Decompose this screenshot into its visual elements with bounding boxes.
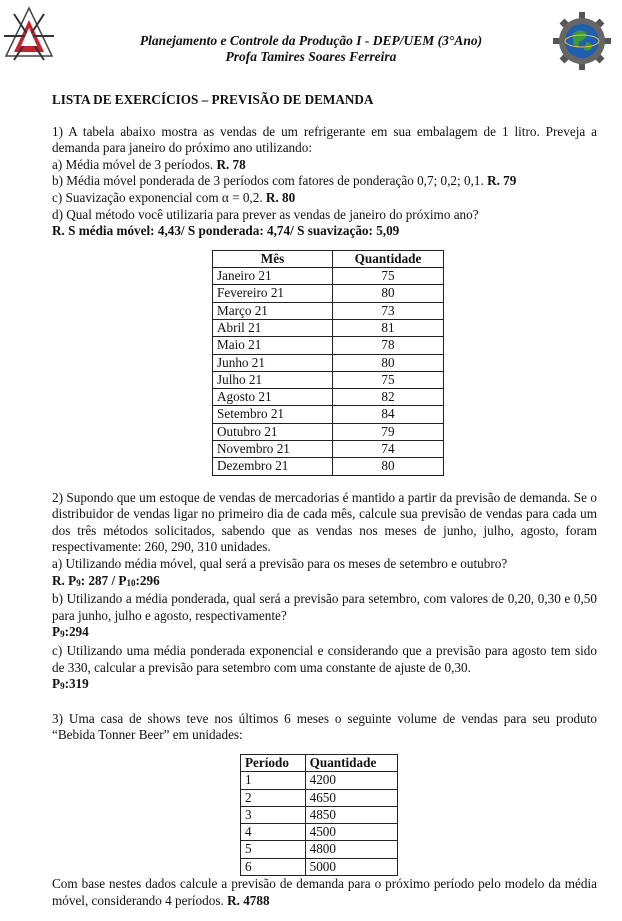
uem-logo-icon <box>4 6 54 62</box>
q2-answer-a-p: R. P <box>52 572 77 588</box>
q2-answer-c-sub: 9 <box>60 681 65 692</box>
table-cell-label: Setembro 21 <box>213 406 333 423</box>
table-row <box>241 772 398 789</box>
page-title: LISTA DE EXERCÍCIOS – PREVISÃO DE DEMANDA <box>52 92 374 107</box>
table-row <box>241 841 398 858</box>
q3-intro: 3) Uma casa de shows teve nos últimos 6 meses o seguinte volume de vendas para seu produto “Bebida Tonner Beer” em unidades: <box>52 710 597 743</box>
table-row <box>213 371 444 388</box>
table-cell-value: 80 <box>333 354 444 371</box>
column-header-quantity: Quantidade <box>305 754 397 771</box>
table-cell-value: 4500 <box>305 824 397 841</box>
document-body <box>52 92 597 909</box>
table-cell-value: 75 <box>333 268 444 285</box>
table-cell-value: 4650 <box>305 789 397 806</box>
table-row <box>213 302 444 319</box>
sales-table <box>212 250 444 476</box>
q2-answer-b <box>52 624 597 643</box>
q2-answer-a-v2: :296 <box>135 572 160 588</box>
table-cell-value: 79 <box>333 423 444 440</box>
q2-item-c: c) Utilizando uma média ponderada exponencial e considerando que a previsão para agosto tem sido de 330, calcular a previsão para setembro com uma constante de ajuste de 0,30. <box>52 642 597 675</box>
q2-answer-c-v: :319 <box>64 676 89 692</box>
table-row <box>213 337 444 354</box>
table-row <box>213 354 444 371</box>
professor-name: Profa Tamires Soares Ferreira <box>225 49 397 64</box>
table-cell-value: 73 <box>333 302 444 319</box>
q1-item-b <box>52 173 597 190</box>
course-title: Planejamento e Controle da Produção I - DEP/UEM (3°Ano) <box>139 33 483 48</box>
q2-answer-b-v: :294 <box>64 624 89 640</box>
q1-answer-a: R. 78 <box>216 156 246 172</box>
table-row <box>213 423 444 440</box>
table-row <box>213 406 444 423</box>
q1-item-c-text: c) Suavização exponencial com α = 0,2. <box>52 189 266 205</box>
table-cell-value: 4800 <box>305 841 397 858</box>
table-cell-value: 84 <box>333 406 444 423</box>
table-cell-label: Abril 21 <box>213 319 333 336</box>
q1-answer-d <box>52 223 597 240</box>
table-cell-label: 3 <box>241 806 306 823</box>
table-cell-label: Julho 21 <box>213 371 333 388</box>
q2-answer-a <box>52 573 597 592</box>
table-cell-label: 4 <box>241 824 306 841</box>
table-cell-value: 80 <box>333 458 444 475</box>
q2-answer-c <box>52 676 597 695</box>
table-cell-label: 6 <box>241 858 306 875</box>
table-cell-label: Janeiro 21 <box>213 268 333 285</box>
column-header-month: Mês <box>213 250 333 267</box>
q2-item-a: a) Utilizando média móvel, qual será a previsão para os meses de setembro e outubro? <box>52 555 508 571</box>
table-row <box>213 285 444 302</box>
q3-closing-text: Com base nestes dados calcule a previsão de demanda para o próximo período pelo modelo da média móvel, considerando 4 períodos. <box>52 876 597 908</box>
q2-answer-b-sub: 9 <box>60 629 65 640</box>
table-row <box>213 319 444 336</box>
q2-answer-a-v1: : 287 / P <box>80 572 127 588</box>
q1-answer-d-text: R. S média móvel: 4,43/ S ponderada: 4,74/ S suavização: 5,09 <box>52 223 400 239</box>
q1-answer-b: R. 79 <box>487 173 517 189</box>
table-cell-value: 82 <box>333 389 444 406</box>
table-cell-value: 78 <box>333 337 444 354</box>
q2-answer-b-p: P <box>52 624 61 640</box>
table-row <box>241 806 398 823</box>
q2-item-b: b) Utilizando a média ponderada, qual será a previsão para setembro, com valores de 0,20, 0,30 e 0,50 para junho, julho e agosto, respectivamente? <box>52 591 597 623</box>
table-cell-label: Dezembro 21 <box>213 458 333 475</box>
table-cell-value: 4200 <box>305 772 397 789</box>
header-text <box>70 33 552 65</box>
table-row <box>213 458 444 475</box>
q2-answer-c-p: P <box>52 676 61 692</box>
table-cell-label: 2 <box>241 789 306 806</box>
q1-item-a <box>52 157 597 174</box>
table-header-row <box>241 754 398 771</box>
q2-answer-a-sub1: 9 <box>76 577 81 588</box>
q1-answer-c: R. 80 <box>265 189 296 205</box>
table-cell-value: 5000 <box>305 858 397 875</box>
table-row <box>213 268 444 285</box>
page-header <box>0 0 622 75</box>
table-cell-label: 1 <box>241 772 306 789</box>
table-cell-value: 81 <box>333 319 444 336</box>
table-cell-value: 4850 <box>305 806 397 823</box>
shows-sales-table <box>240 754 398 876</box>
q1-item-d: d) Qual método você utilizaria para prever as vendas de janeiro do próximo ano? <box>52 206 479 222</box>
table-cell-label: Outubro 21 <box>213 423 333 440</box>
q3-closing <box>52 876 597 909</box>
table-cell-label: Março 21 <box>213 302 333 319</box>
q1-intro: 1) A tabela abaixo mostra as vendas de um refrigerante em sua embalagem de 1 litro. Preveja a demanda para janeiro do próximo ano utilizando: <box>52 123 597 156</box>
table-row <box>241 858 398 875</box>
table-cell-label: 5 <box>241 841 306 858</box>
q1-item-c <box>52 190 597 207</box>
dep-globe-gear-logo-icon <box>553 12 611 70</box>
table-row <box>213 441 444 458</box>
table-cell-label: Maio 21 <box>213 337 333 354</box>
q2-answer-a-sub2: 10 <box>126 577 136 588</box>
q2-intro: 2) Supondo que um estoque de vendas de mercadorias é mantido a partir da previsão de demanda. Se o distribuidor de vendas ligar no primeiro dia de cada mês, calcule sua previsão de vendas para cada um dos três métodos solicitados, sabendo que as vendas nos meses de junho, julho, agosto, foram respectivamente: 260, 290, 310 unidades. <box>52 489 597 555</box>
table-cell-label: Junho 21 <box>213 354 333 371</box>
q1-item-a-text: a) Média móvel de 3 períodos. <box>52 156 217 172</box>
table-cell-value: 75 <box>333 371 444 388</box>
table-header-row <box>213 250 444 267</box>
table-cell-value: 80 <box>333 285 444 302</box>
table-row <box>213 389 444 406</box>
table-cell-label: Fevereiro 21 <box>213 285 333 302</box>
table-cell-label: Novembro 21 <box>213 441 333 458</box>
table-row <box>241 824 398 841</box>
column-header-period: Período <box>241 754 306 771</box>
table-row <box>241 789 398 806</box>
q3-answer: R. 4788 <box>227 892 270 908</box>
table-cell-value: 74 <box>333 441 444 458</box>
column-header-quantity: Quantidade <box>333 250 444 267</box>
table-cell-label: Agosto 21 <box>213 389 333 406</box>
q1-item-b-text: b) Média móvel ponderada de 3 períodos com fatores de ponderação 0,7; 0,2; 0,1. <box>52 173 488 189</box>
